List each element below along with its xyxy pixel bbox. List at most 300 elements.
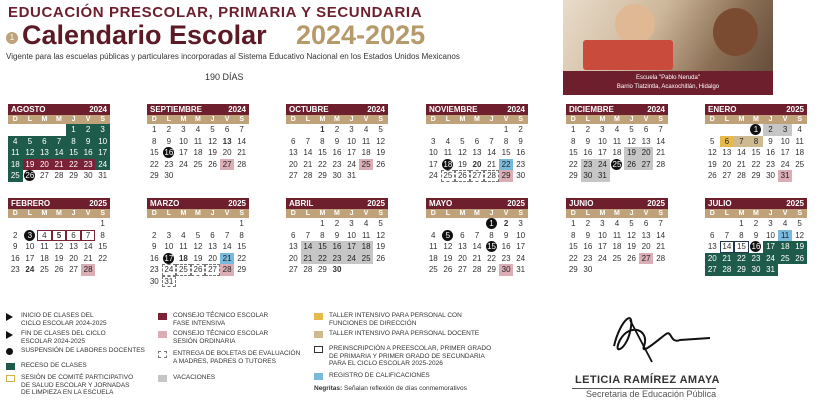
day-cell: 22 <box>149 159 159 169</box>
month-year: 2025 <box>786 199 804 208</box>
legend-swatch-icon <box>6 331 13 339</box>
day-cell: 29 <box>487 265 496 274</box>
weekday-label: M <box>614 210 620 217</box>
day-cell: 7 <box>224 230 230 240</box>
day-cell: 21 <box>303 159 313 169</box>
month-name: JUNIO <box>569 199 594 208</box>
weekday-label: M <box>753 116 759 123</box>
month-header <box>286 198 388 209</box>
day-cell: 29 <box>568 171 578 180</box>
weekday-label: D <box>570 210 576 217</box>
day-cell: 16 <box>583 242 593 251</box>
day-cell: 10 <box>597 136 607 146</box>
day-cell: 12 <box>54 242 64 251</box>
day-cell: 8 <box>239 230 244 240</box>
weekday-label: L <box>724 116 729 123</box>
day-cell: 23 <box>330 253 345 265</box>
weekday-label: S <box>239 210 244 217</box>
empty-day <box>301 124 316 136</box>
day-cell: 23 <box>164 159 174 169</box>
weekday-row <box>8 115 110 124</box>
empty-day <box>191 218 206 230</box>
header-subtitle: EDUCACIÓN PRESCOLAR, PRIMARIA Y SECUNDARIA <box>8 4 423 21</box>
day-cell: 22 <box>568 253 578 263</box>
empty-day <box>220 218 235 230</box>
weekday-label: J <box>71 116 76 123</box>
day-cell: 2 <box>334 219 340 228</box>
legend-swatch-icon <box>158 331 167 338</box>
day-cell: 20 <box>722 159 732 169</box>
day-cell: 15 <box>315 241 330 253</box>
day-cell: 15 <box>568 242 578 251</box>
day-cell: 1 <box>571 219 576 228</box>
weekday-label: S <box>378 210 383 217</box>
day-grid <box>147 124 249 182</box>
month-header <box>705 198 807 209</box>
legend-swatch-icon <box>6 313 13 321</box>
weekday-label: M <box>459 116 466 123</box>
desk-icon <box>583 40 673 70</box>
student-figure-icon <box>713 8 758 56</box>
day-cell: 24 <box>597 253 607 263</box>
day-cell: 26 <box>455 170 470 182</box>
day-cell: 19 <box>443 253 453 263</box>
day-cell: 4 <box>782 219 788 228</box>
day-grid <box>705 218 807 276</box>
day-cell: 1 <box>320 219 325 228</box>
day-cell: 30 <box>499 264 514 276</box>
weekday-label: M <box>180 210 187 217</box>
day-cell: 7 <box>239 125 244 134</box>
month-abril <box>286 198 388 276</box>
day-cell: 20 <box>639 147 654 159</box>
empty-day <box>23 218 38 230</box>
day-cell: 17 <box>780 148 790 157</box>
day-cell: 26 <box>376 159 386 169</box>
weekday-label: V <box>363 116 369 123</box>
day-cell: 27 <box>457 265 467 274</box>
day-cell: 31 <box>516 265 526 274</box>
weekday-row <box>705 115 807 124</box>
day-cell: 24 <box>162 264 177 276</box>
empty-day <box>286 124 301 136</box>
day-cell: 22 <box>66 159 81 171</box>
day-cell: 15 <box>751 148 761 157</box>
empty-day <box>455 124 470 136</box>
weekday-label: M <box>41 210 48 217</box>
legend-item <box>314 312 462 327</box>
day-cell: 5 <box>195 230 201 240</box>
day-cell: 12 <box>193 242 203 251</box>
day-cell: 1 <box>100 219 105 228</box>
day-cell: 12 <box>376 136 386 146</box>
day-cell: 23 <box>149 265 159 274</box>
month-enero <box>705 104 807 182</box>
day-cell: 9 <box>753 230 759 240</box>
month-name: NOVIEMBRE <box>429 105 478 114</box>
legend-item <box>158 330 268 345</box>
day-cell: 8 <box>66 136 81 148</box>
empty-day <box>176 218 191 230</box>
weekday-label: M <box>195 210 201 217</box>
day-cell: 11 <box>612 136 622 146</box>
day-cell: 2 <box>13 230 18 240</box>
legend-label: REGISTRO DE CALIFICACIONES <box>329 372 430 379</box>
weekday-label: M <box>738 210 745 217</box>
weekday-label: J <box>489 210 494 217</box>
day-cell: 27 <box>639 159 654 171</box>
day-cell: 4 <box>181 230 186 240</box>
day-cell: 18 <box>795 148 805 157</box>
day-cell: 12 <box>627 136 636 146</box>
day-grid <box>8 124 110 182</box>
day-cell: 20 <box>288 253 298 263</box>
legend-item <box>158 312 268 327</box>
day-cell: 25 <box>795 159 805 169</box>
day-cell: 27 <box>288 171 298 180</box>
weekday-label: D <box>12 116 18 123</box>
day-cell: 11 <box>193 136 203 146</box>
day-cell: 9 <box>13 242 18 251</box>
month-febrero <box>8 198 110 276</box>
legend-swatch-icon <box>6 375 15 382</box>
day-cell: 28 <box>303 265 313 274</box>
legend-swatch-icon <box>158 351 167 358</box>
month-julio <box>705 198 807 276</box>
empty-day <box>705 124 720 136</box>
photo-caption <box>563 71 773 95</box>
photo-caption-school: Escuela "Pablo Neruda" <box>636 75 700 81</box>
legend-label: SUSPENSIÓN DE LABORES DOCENTES <box>21 347 145 354</box>
day-cell: 10 <box>780 136 790 146</box>
day-cell: 8 <box>320 230 325 240</box>
day-cell: 14 <box>487 148 496 157</box>
weekday-row <box>286 115 388 124</box>
day-cell: 16 <box>751 242 761 251</box>
empty-day <box>52 124 67 136</box>
weekday-label: M <box>599 116 606 123</box>
empty-day <box>441 124 456 136</box>
day-cell: 24 <box>347 159 356 169</box>
empty-day <box>470 124 485 136</box>
day-cell: 29 <box>317 265 327 274</box>
day-cell: 30 <box>332 265 342 274</box>
day-cell: 6 <box>720 136 735 148</box>
weekday-label: M <box>738 116 745 123</box>
weekday-label: D <box>290 210 296 217</box>
day-grid <box>566 218 668 276</box>
day-cell: 16 <box>332 148 342 157</box>
day-cell: 3 <box>349 219 354 228</box>
day-cell: 27 <box>205 264 220 276</box>
day-cell: 10 <box>347 136 356 146</box>
day-cell: 27 <box>288 265 298 274</box>
day-cell: 8 <box>489 230 494 240</box>
day-cell: 26 <box>208 159 217 169</box>
legend-item <box>314 372 430 380</box>
day-cell: 1 <box>66 124 81 136</box>
day-cell: 9 <box>334 136 340 146</box>
day-cell: 13 <box>707 242 717 251</box>
bullet-icon: 1 <box>6 32 18 44</box>
month-year: 2025 <box>228 199 246 208</box>
weekday-label: S <box>797 116 802 123</box>
day-cell: 10 <box>516 230 526 240</box>
day-cell: 18 <box>612 148 622 157</box>
empty-day <box>441 218 456 230</box>
day-cell: 6 <box>643 125 649 134</box>
day-cell: 4 <box>614 219 620 228</box>
day-cell: 1 <box>749 124 764 136</box>
legend-swatch-icon <box>314 331 323 338</box>
day-cell: 10 <box>347 230 356 240</box>
day-cell: 24 <box>516 253 526 263</box>
weekday-label: S <box>658 210 663 217</box>
legend-label: CONSEJO TÉCNICO ESCOLAR FASE INTENSIVA <box>173 312 269 327</box>
day-cell: 12 <box>376 230 386 240</box>
weekday-label: L <box>166 210 171 217</box>
day-cell: 3 <box>778 124 793 136</box>
day-cell: 15 <box>237 242 247 251</box>
legend-swatch-icon <box>314 373 323 380</box>
day-cell: 21 <box>301 253 316 265</box>
weekday-label: M <box>753 210 759 217</box>
month-header <box>286 104 388 115</box>
day-cell: 29 <box>734 264 749 276</box>
day-cell: 25 <box>778 253 793 265</box>
day-cell: 11 <box>443 148 452 157</box>
signature-icon <box>600 300 720 372</box>
weekday-label: D <box>12 210 18 217</box>
day-cell: 16 <box>766 148 775 157</box>
day-cell: 8 <box>749 136 764 148</box>
day-cell: 28 <box>720 264 735 276</box>
weekday-label: M <box>474 210 480 217</box>
day-cell: 4 <box>363 125 369 134</box>
day-cell: 24 <box>344 253 359 265</box>
day-cell: 28 <box>656 253 666 263</box>
month-octubre <box>286 104 388 182</box>
legend-note <box>314 385 467 392</box>
month-name: MAYO <box>429 199 453 208</box>
month-header <box>566 198 668 209</box>
day-cell: 22 <box>317 159 327 169</box>
month-header <box>8 104 110 115</box>
day-cell: 7 <box>305 230 311 240</box>
day-cell: 2 <box>585 219 591 228</box>
day-cell: 12 <box>627 230 636 240</box>
day-cell: 16 <box>516 148 526 157</box>
signatory-name: LETICIA RAMÍREZ AMAYA <box>575 374 720 386</box>
day-cell: 4 <box>431 230 436 240</box>
day-cell: 13 <box>37 147 52 159</box>
day-cell: 26 <box>443 265 453 274</box>
month-header <box>426 104 528 115</box>
weekday-row <box>566 209 668 218</box>
weekday-label: J <box>349 210 354 217</box>
month-year: 2025 <box>507 199 525 208</box>
day-cell: 11 <box>778 230 793 242</box>
weekday-label: D <box>709 210 715 217</box>
day-cell: 10 <box>95 136 110 148</box>
weekday-label: M <box>459 210 466 217</box>
month-year: 2025 <box>89 199 107 208</box>
month-name: AGOSTO <box>11 105 46 114</box>
day-cell: 14 <box>656 136 666 146</box>
weekday-row <box>286 209 388 218</box>
day-cell: 2 <box>334 125 340 134</box>
day-cell: 27 <box>470 170 485 182</box>
day-cell: 5 <box>52 230 67 242</box>
weekday-label: M <box>319 116 326 123</box>
day-cell: 26 <box>54 265 64 274</box>
month-name: ENERO <box>708 105 737 114</box>
day-cell: 3 <box>518 219 523 228</box>
weekday-label: L <box>585 210 590 217</box>
weekday-label: D <box>151 116 157 123</box>
legend-item <box>158 350 300 365</box>
day-cell: 9 <box>585 230 591 240</box>
month-name: SEPTIEMBRE <box>150 105 203 114</box>
day-cell: 28 <box>484 170 499 182</box>
day-cell: 24 <box>25 265 35 274</box>
day-cell: 15 <box>317 148 327 157</box>
day-cell: 28 <box>656 159 666 169</box>
day-cell: 22 <box>98 253 108 263</box>
day-cell: 29 <box>317 171 327 180</box>
empty-day <box>455 218 470 230</box>
day-cell: 15 <box>149 148 159 157</box>
day-cell: 16 <box>501 242 511 251</box>
day-cell: 21 <box>487 159 496 169</box>
day-cell: 17 <box>516 242 526 251</box>
empty-day <box>734 124 749 136</box>
day-cell: 1 <box>739 219 744 228</box>
empty-day <box>8 218 23 230</box>
day-cell: 8 <box>100 230 105 240</box>
weekday-label: M <box>41 116 48 123</box>
legend-item <box>6 347 145 355</box>
day-cell: 13 <box>222 136 232 146</box>
weekday-label: S <box>518 116 523 123</box>
day-cell: 18 <box>443 159 453 169</box>
day-cell: 6 <box>291 230 296 240</box>
day-cell: 7 <box>724 230 730 240</box>
day-cell: 26 <box>624 159 639 171</box>
weekday-label: J <box>349 116 354 123</box>
day-cell: 25 <box>176 264 191 276</box>
day-cell: 18 <box>612 242 622 251</box>
day-cell: 12 <box>795 230 805 240</box>
day-cell: 1 <box>320 125 325 134</box>
weekday-row <box>426 209 528 218</box>
day-cell: 12 <box>23 147 38 159</box>
weekday-label: S <box>100 116 105 123</box>
legend-item <box>6 374 133 397</box>
day-cell: 21 <box>656 148 666 157</box>
month-header <box>705 104 807 115</box>
day-cell: 6 <box>474 136 480 146</box>
day-cell: 5 <box>23 136 38 148</box>
day-cell: 25 <box>359 253 374 265</box>
weekday-label: S <box>100 210 105 217</box>
month-junio <box>566 198 668 276</box>
day-cell: 20 <box>457 253 467 263</box>
day-cell: 3 <box>95 124 110 136</box>
month-year: 2025 <box>367 199 385 208</box>
day-cell: 23 <box>749 253 764 265</box>
day-cell: 29 <box>69 171 78 180</box>
day-cell: 9 <box>518 136 523 146</box>
day-cell: 7 <box>305 136 311 146</box>
empty-day <box>162 218 177 230</box>
day-cell: 30 <box>583 265 593 274</box>
empty-day <box>23 124 38 136</box>
day-cell: 8 <box>503 136 509 146</box>
day-grid <box>566 124 668 182</box>
legend-label: INICIO DE CLASES DEL CICLO ESCOLAR 2024-2025 <box>21 312 107 327</box>
day-cell: 25 <box>612 253 622 263</box>
day-cell: 5 <box>797 219 802 228</box>
day-cell: 14 <box>52 147 67 159</box>
day-cell: 19 <box>54 253 64 263</box>
weekday-label: L <box>27 116 32 123</box>
day-cell: 18 <box>39 253 49 263</box>
day-cell: 31 <box>162 276 177 288</box>
weekday-label: M <box>56 116 62 123</box>
day-cell: 13 <box>641 136 651 146</box>
day-grid <box>8 218 110 276</box>
legend-item <box>6 362 87 370</box>
day-cell: 18 <box>193 148 203 157</box>
day-cell: 14 <box>222 242 232 251</box>
day-cell: 20 <box>208 253 217 263</box>
day-cell: 31 <box>98 171 108 180</box>
day-cell: 6 <box>66 230 81 242</box>
day-cell: 8 <box>571 136 576 146</box>
day-cell: 8 <box>320 136 325 146</box>
weekday-label: M <box>614 116 620 123</box>
day-cell: 7 <box>734 136 749 148</box>
day-cell: 4 <box>8 136 23 148</box>
day-cell: 2 <box>81 124 96 136</box>
day-cell: 31 <box>595 170 610 182</box>
day-cell: 25 <box>39 265 49 274</box>
day-cell: 18 <box>361 148 371 157</box>
weekday-label: L <box>166 116 171 123</box>
day-cell: 19 <box>624 147 639 159</box>
day-cell: 17 <box>344 241 359 253</box>
day-cell: 12 <box>208 136 217 146</box>
day-cell: 23 <box>501 253 511 263</box>
empty-day <box>426 124 441 136</box>
legend-item <box>314 345 491 368</box>
legend-label: RECESO DE CLASES <box>21 362 87 369</box>
day-cell: 16 <box>583 148 593 157</box>
weekday-label: L <box>445 116 450 123</box>
month-header <box>566 104 668 115</box>
weekday-label: J <box>768 210 773 217</box>
weekday-label: V <box>782 210 788 217</box>
day-cell: 5 <box>378 125 383 134</box>
day-cell: 15 <box>734 241 749 253</box>
day-cell: 2 <box>585 125 591 134</box>
day-cell: 3 <box>166 230 172 240</box>
day-cell: 27 <box>220 159 235 171</box>
day-cell: 15 <box>98 242 108 251</box>
day-cell: 5 <box>378 219 383 228</box>
day-cell: 15 <box>487 242 496 251</box>
